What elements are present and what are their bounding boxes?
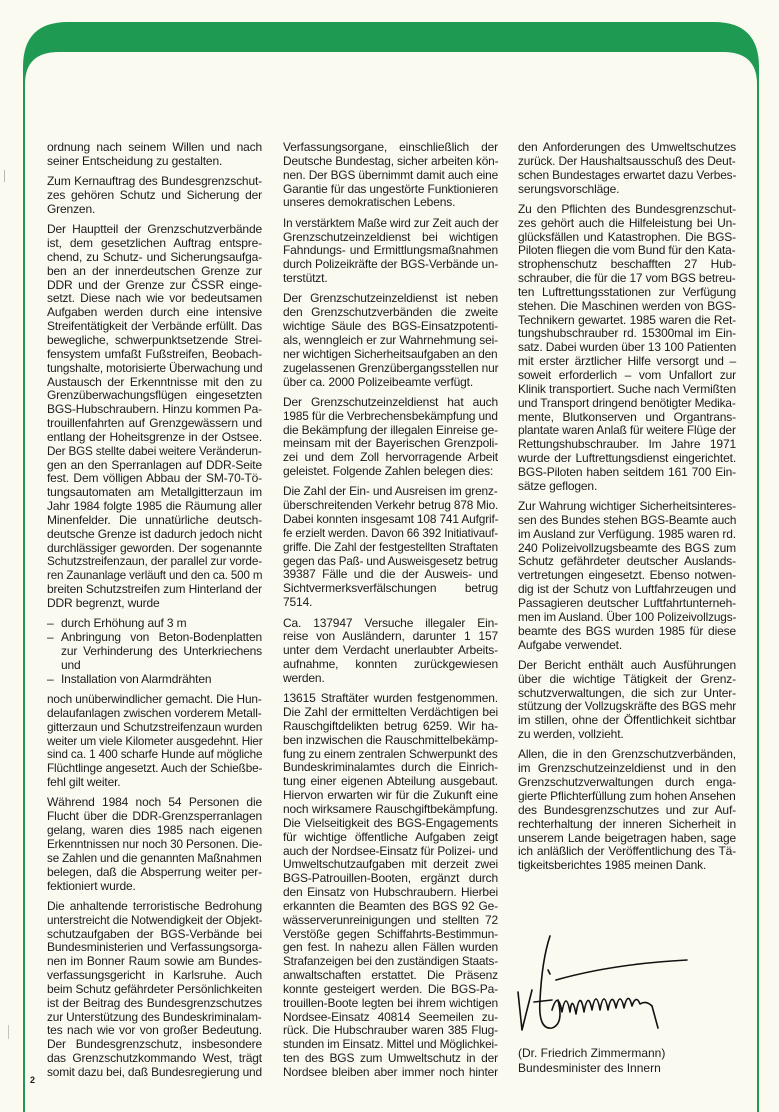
text-line: geleistet. Folgende Zahlen belegen dies: xyxy=(283,464,494,479)
text-line: im stillen, ohne der Öffentlichkeit sichtbar xyxy=(518,713,736,728)
text-line: als, wenngleich er zur Wahrnehmung sei- xyxy=(283,332,498,347)
text-line: satz. Dabei wurden über 13 100 Patienten xyxy=(518,340,737,355)
text-line: delaufanlagen zwischen vorderem Metall- xyxy=(47,705,262,720)
paragraph xyxy=(283,292,498,389)
text-line: bewegliche, schwerpunktsetzende Strei- xyxy=(47,332,262,347)
text-line: zei und dem Zoll hervorragende Arbeit xyxy=(283,450,498,465)
text-line: fektioniert wurde. xyxy=(47,878,136,893)
text-line: Zum Kernauftrag des Bundesgrenzschut- xyxy=(47,174,262,189)
text-line: strophenschutz beschafften 27 Hub- xyxy=(518,257,736,272)
bullet-list xyxy=(47,617,262,686)
text-line: Erkenntnissen nur noch 30 Personen. Die- xyxy=(47,837,263,851)
text-line: überschreitenden Verkehr betrug 878 Mio. xyxy=(283,498,499,513)
text-line: mit erster ärztlicher Hilfe versorgt und – xyxy=(518,354,736,369)
text-line: wichtige Säule des BGS-Einsatzpotenti- xyxy=(283,319,498,334)
paragraph xyxy=(518,659,736,742)
text-line: tungsautomaten am Metallgitterzaun im xyxy=(47,485,262,500)
text-line: Klinik transportiert. Suche nach Vermißten xyxy=(518,381,736,396)
text-line: für wichtige öffentliche Aufgaben zeigt xyxy=(283,829,498,844)
text-line: den Grenzschutzverbänden die zweite xyxy=(283,305,498,320)
text-line: zes gehören Schutz und Sicherung der xyxy=(47,188,262,203)
text-line: Rettungshubschrauber. Im Jahre 1971 xyxy=(518,437,736,452)
text-line: wässerverunreinigungen und stellten 72 xyxy=(283,912,498,927)
text-line: konnte gesteigert werden. Die BGS-Pa- xyxy=(283,981,498,996)
text-line: unter dem Verdacht unerlaubter Arbeits- xyxy=(283,643,498,658)
text-line: Zu den Pflichten des Bundesgrenzschut- xyxy=(518,201,736,216)
text-line: trouillen-Boote legten bei ihrem wichtigen xyxy=(283,995,498,1010)
text-column-right xyxy=(518,141,736,880)
text-line: Passagieren deutscher Luftfahrtunterneh- xyxy=(518,596,736,610)
text-line: ten Luftrettungsstationen zur Verfügung xyxy=(518,284,736,299)
text-line: Grenzschutzverwaltungen durch enga- xyxy=(518,775,736,790)
text-line: ben inzwischen die Rauschmittelbekämp- xyxy=(283,732,499,747)
text-column-left xyxy=(47,141,262,1086)
text-line: Deutsche Bundestag, sicher arbeiten kön- xyxy=(283,153,499,168)
text-line: zur Unterstützung des Bundeskriminalam- xyxy=(47,1009,262,1024)
text-line: anwaltschaften erstattet. Die Präsenz xyxy=(283,968,498,983)
text-line: Der Hauptteil der Grenzschutzverbände xyxy=(47,222,262,237)
paragraph xyxy=(518,500,736,652)
text-line: tigkeitsberichtes 1985 meinen Dank. xyxy=(518,858,707,873)
text-line: wurde der Luftrettungsdienst eingerichtet. xyxy=(518,451,736,466)
paragraph xyxy=(47,796,262,893)
text-line: gierte Pflichterfüllung zum hohen Ansehen xyxy=(518,788,736,803)
list-item xyxy=(47,673,262,687)
paragraph xyxy=(283,217,498,286)
text-line: Streifentätigkeit der Verbände erfüllt. Das xyxy=(47,319,262,334)
text-line: Schutzstreifenzaun, der parallel zur vorde- xyxy=(47,554,262,569)
text-line: aufnahme, konnten zurückgewiesen xyxy=(283,657,498,672)
text-line: trouillenfahrten auf Grenzgewässern und xyxy=(47,416,262,431)
text-line: Nordsee-Einsatz 40814 Seemeilen zu- xyxy=(283,1009,498,1024)
text-line: ordnung nach seinem Willen und nach xyxy=(47,140,262,154)
text-line: erkannten die Beamten des BGS 92 Ge- xyxy=(283,898,498,913)
text-line: setzt. Diese nach wie vor bedeutsamen xyxy=(47,291,262,306)
text-line: schen Bundestages erwartet dazu Verbes- xyxy=(518,167,737,182)
text-line: rück. Die Hubschrauber waren 385 Flug- xyxy=(283,1023,498,1038)
text-line: beamte des BGS wurden 1985 für diese xyxy=(518,623,736,638)
text-line: 13615 Straftäter wurden festgenommen. xyxy=(283,691,498,706)
text-line: entlang der Hoheitsgrenze in der Ostsee. xyxy=(47,429,262,444)
text-line: gegen das Paß- und Ausweisgesetz betrug xyxy=(283,553,498,568)
text-line: reise von Ausländern, darunter 1 157 xyxy=(283,629,498,644)
text-line: sen des Bundes stehen BGS-Beamte auch xyxy=(518,512,737,527)
text-line: somit dazu bei, daß Bundesregierung und xyxy=(47,1065,262,1079)
text-line: meinsam mit der Bayerischen Grenzpoli- xyxy=(283,436,498,451)
text-line: ten des BGS zum Umweltschutz in der xyxy=(283,1051,498,1066)
text-line: Die Vielseitigkeit des BGS-Engagements xyxy=(283,815,498,830)
text-line: gen an den Sperranlagen auf DDR-Seite xyxy=(47,457,262,472)
text-line: plantate waren Anlaß für weitere Flüge der xyxy=(518,423,736,438)
text-line: Installation von Alarmdrähten xyxy=(61,671,212,686)
text-line: sätze geflogen. xyxy=(518,478,598,493)
text-line: schutzaufgaben der BGS-Verbände bei xyxy=(47,926,262,941)
text-line: und Transport dringend benötigter Medika- xyxy=(518,395,736,410)
text-line: Umweltschutzaufgaben mit derzeit zwei xyxy=(283,857,498,872)
text-line: Bundeskriminalamtes durch die Einrich- xyxy=(283,760,498,775)
text-line: Jahr 1984 folgte 1985 die Räumung aller xyxy=(47,499,262,514)
paragraph xyxy=(47,900,262,1080)
text-line: den Einsatz von Hubschraubern. Hierbei xyxy=(283,885,498,900)
text-line: Grenzen. xyxy=(47,201,96,216)
text-line: Der Bundesgrenzschutz, insbesondere xyxy=(47,1037,262,1052)
scan-mark xyxy=(4,170,5,182)
text-line: das Grenzschutzkommando West, trägt xyxy=(47,1051,262,1066)
text-line: In verstärktem Maße wird zur Zeit auch der xyxy=(283,215,499,230)
text-line: Rauschgiftdelikten betrug 6259. Wir ha- xyxy=(283,718,498,733)
text-line: fest. Dem völligen Abbau der SM-70-Tö- xyxy=(47,471,262,486)
text-line: werden. xyxy=(283,670,325,685)
text-line: durch Erhöhung auf 3 m xyxy=(61,616,187,631)
text-line: schrauber, die für die 17 vom BGS betreu- xyxy=(518,271,736,286)
text-line: ich anläßlich der Veröffentlichung des Tä- xyxy=(518,844,736,859)
text-line: deutsche Grenze ist dadurch jedoch nicht xyxy=(47,526,262,541)
text-line: Allen, die in den Grenzschutzverbänden, xyxy=(518,747,736,762)
text-line: zugelassenen Grenzübergangsstellen nur xyxy=(283,360,499,375)
signatory-name: (Dr. Friedrich Zimmermann) xyxy=(518,1046,666,1060)
text-line: soweit erforderlich – vom Unfallort zur xyxy=(518,368,736,382)
text-line: serungsvorschläge. xyxy=(518,181,620,196)
signatory-title: Bundesminister des Innern xyxy=(518,1060,661,1075)
text-line: im Ausland zur Verfügung. 1985 waren rd. xyxy=(518,526,736,541)
text-line: BGS-Patrouillen-Booten, ergänzt durch xyxy=(283,871,498,886)
text-line: fung zu einem zentralen Schwerpunkt des xyxy=(283,746,498,761)
text-line: fehl gilt weiter. xyxy=(47,775,121,790)
dash-bullet-icon: – xyxy=(47,671,54,686)
text-line: auch der Nordsee-Einsatz für Polizei- und xyxy=(283,843,498,858)
text-line: unterstreicht die Notwendigkeit der Objekt- xyxy=(47,912,263,927)
text-line: stützung der Vollzugskräfte des BGS mehr xyxy=(518,699,737,714)
text-line: Garantie für das ungestörte Funktionieren xyxy=(283,181,498,196)
text-line: rechterhaltung der inneren Sicherheit in xyxy=(518,816,736,831)
text-line: dig ist der Schutz von Luftfahrzeugen und xyxy=(518,582,736,597)
text-line: glücksfällen und Katastrophen. Die BGS- xyxy=(518,229,736,244)
text-line: sind ca. 1 400 scharfe Hunde auf mögliche xyxy=(47,747,263,762)
text-line: tungshubschrauber rd. 15300mal im Ein- xyxy=(518,326,736,341)
text-line: mente, Blutkonserven und Organtrans- xyxy=(518,409,736,424)
text-line: DDR und der Grenze zur ČSSR einge- xyxy=(47,277,262,292)
text-line: BGS-Hubschraubern. Hinzu kommen Pa- xyxy=(47,402,262,417)
paragraph xyxy=(518,141,736,196)
paragraph xyxy=(283,485,498,610)
paragraph xyxy=(47,141,262,169)
text-line: Nordsee bleiben aber immer noch hinter xyxy=(283,1065,498,1079)
text-line: Aufgabe verwendet. xyxy=(518,637,623,652)
text-line: fe erzielt werden. Davon 66 392 Initiativauf- xyxy=(283,525,499,540)
text-line: Zur Wahrung wichtiger Sicherheitsinteres- xyxy=(518,499,736,514)
text-line: ren Zaunanlage verläuft und den ca. 500 m xyxy=(47,568,263,583)
paragraph xyxy=(518,203,736,494)
signatory-block xyxy=(518,1046,665,1075)
paragraph xyxy=(283,617,498,686)
text-line: BGS-Piloten haben seitdem 161 700 Ein- xyxy=(518,464,736,479)
signature-image xyxy=(512,930,702,1040)
text-line: die Bekämpfung der illegalen Einreise ge- xyxy=(283,422,498,437)
text-line: chend, zu Schutz- und Sicherungsaufga- xyxy=(47,249,262,264)
text-column-middle xyxy=(283,141,498,1086)
text-line: nen. Der BGS übernimmt damit auch eine xyxy=(283,167,499,182)
list-item xyxy=(47,617,262,631)
text-line: Grenzschutzeinzeldienst bei wichtigen xyxy=(283,229,498,244)
paragraph xyxy=(47,175,262,217)
text-line: Minenfelder. Die unnatürliche deutsch- xyxy=(47,512,262,527)
text-line: über ca. 2000 Polizeibeamte verfügt. xyxy=(283,374,474,389)
text-line: Der Bericht enthält auch Ausführungen xyxy=(518,657,736,672)
paragraph xyxy=(47,223,262,611)
text-line: tung einer eigenen Abteilung ausgebaut. xyxy=(283,774,498,789)
text-line: Anbringung von Beton-Bodenplatten xyxy=(61,630,262,645)
text-line: gitterzaun und Schutzstreifenzaun wurden xyxy=(47,719,263,734)
text-line: Ca. 137947 Versuche illegaler Ein- xyxy=(283,615,498,630)
text-line: durch Polizeikräfte der BGS-Verbände un- xyxy=(283,257,499,272)
text-line: fensystem umfaßt Fußstreifen, Beobach- xyxy=(47,346,262,361)
dash-bullet-icon: – xyxy=(47,616,54,631)
text-line: schutzverwaltungen, die sich zur Unter- xyxy=(518,685,736,700)
text-line: Verfassungsorgane, einschließlich der xyxy=(283,140,498,154)
text-line: ist der Beitrag des Bundesgrenzschutzes xyxy=(47,995,262,1010)
text-line: seiner Entscheidung zu gestalten. xyxy=(47,153,223,168)
text-line: tungshalte, motorisierte Überwachung und xyxy=(47,360,263,375)
paragraph xyxy=(518,748,736,873)
dash-bullet-icon: – xyxy=(47,630,54,645)
text-line: gen fest. In nahezu allen Fällen wurden xyxy=(283,940,498,955)
text-line: breiten Schutzstreifen zum Hinterland der xyxy=(47,582,262,597)
text-line: Die anhaltende terroristische Bedrohung xyxy=(47,898,262,913)
text-line: Flüchtlinge angesetzt. Auch der Schießbe- xyxy=(47,761,263,776)
text-line: griffe. Die Zahl der festgestellten Straftaten xyxy=(283,539,499,554)
text-line: und xyxy=(61,657,81,672)
text-line: nen im Bonner Raum sowie am Bundes- xyxy=(47,954,262,969)
text-line: noch unüberwindlicher gemacht. Die Hun- xyxy=(47,692,262,707)
text-line: Flucht über die DDR-Grenzsperranlagen xyxy=(47,809,262,824)
text-line: Strafanzeigen bei den zuständigen Staats- xyxy=(283,954,499,969)
paragraph xyxy=(283,141,498,210)
text-line: 240 Polizeivollzugsbeamte des BGS zum xyxy=(518,540,736,555)
text-line: durchlässiger geworden. Der sogenannte xyxy=(47,540,262,555)
text-line: zes gehört auch die Hilfeleistung bei Un- xyxy=(518,215,736,230)
text-line: ist, dem gesetzlichen Auftrag entspre- xyxy=(47,236,262,251)
text-line: Dabei konnten insgesamt 108 741 Aufgrif- xyxy=(283,512,499,527)
text-line: 39387 Fälle und die der Ausweis- und xyxy=(283,567,498,582)
text-line: Fahndungs- und Ermittlungsmaßnahmen xyxy=(283,243,498,258)
text-line: tes nach wie vor von großer Bedeutung. xyxy=(47,1023,262,1038)
text-line: Der Grenzschutzeinzeldienst ist neben xyxy=(283,291,498,306)
text-line: Schutz gefährdeter deutscher Auslands- xyxy=(518,554,736,569)
text-line: verfassungsgericht in Karlsruhe. Auch xyxy=(47,968,262,983)
paragraph xyxy=(283,692,498,1080)
text-line: stehen. Die Maschinen werden von BGS- xyxy=(518,298,736,313)
list-item xyxy=(47,631,262,673)
text-line: beim Schutz gefährdeter Persönlichkeiten xyxy=(47,981,263,996)
text-line: Bundesministerien und Verfassungsorga- xyxy=(47,940,262,955)
text-line: vertretungen eingesetzt. Ebenso notwen- xyxy=(518,568,736,583)
text-line: Aufgaben werden durch eine intensive xyxy=(47,305,262,320)
text-line: Die Zahl der ermittelten Verdächtigen bei xyxy=(283,705,498,720)
text-line: ner wichtigen Sicherheitsaufgaben an den xyxy=(283,346,498,361)
text-line: Piloten fliegen die vom Bund für den Kata- xyxy=(518,243,736,258)
text-line: stunden im Einsatz. Mittel und Möglichkei- xyxy=(283,1037,498,1052)
text-line: gelang, waren dies 1985 nach eigenen xyxy=(47,823,262,838)
paragraph xyxy=(283,396,498,479)
text-line: se Zahlen und die genannten Maßnahmen xyxy=(47,850,262,865)
text-line: zu werden, vollzieht. xyxy=(518,727,624,742)
text-line: noch wirksamere Rauschgiftbekämpfung. xyxy=(283,801,498,816)
text-line: men im Ausland. Über 100 Polizeivollzugs- xyxy=(518,609,737,624)
text-line: DDR begrenzt, wurde xyxy=(47,596,160,610)
page-number: 2 xyxy=(30,1075,36,1085)
text-line: im Grenzschutzeinzeldienst und in den xyxy=(518,761,736,776)
text-line: weiter um viele Kilometer ausgedehnt. Hier xyxy=(47,733,263,748)
text-line: Die Zahl der Ein- und Ausreisen im grenz- xyxy=(283,484,498,499)
text-line: unseres demokratischen Lebens. xyxy=(283,195,456,210)
text-line: zurück. Der Haushaltsausschuß des Deut- xyxy=(518,153,736,168)
text-line: 7514. xyxy=(283,595,313,610)
text-line: zur Verhinderung des Unterkriechens xyxy=(61,644,262,659)
text-line: 1985 für die Verbrechensbekämpfung und xyxy=(283,408,498,423)
text-line: des Bundesgrenzschutzes und zur Auf- xyxy=(518,802,736,817)
text-line: Grenzüberwachungsflügen eingesetzten xyxy=(47,388,262,403)
text-line: Technikern gewartet. 1985 waren die Ret- xyxy=(518,312,736,327)
text-line: Der BGS stellte dabei weitere Veränderun- xyxy=(47,443,262,458)
text-line: ben an der innerdeutschen Grenze zur xyxy=(47,263,262,278)
text-line: Während 1984 noch 54 Personen die xyxy=(47,795,262,810)
paragraph xyxy=(47,693,262,790)
text-line: terstützt. xyxy=(283,271,328,286)
text-line: Hiervon erwarten wir für die Zukunft eine xyxy=(283,788,498,803)
text-line: unserem Lande beigetragen haben, sage xyxy=(518,830,736,845)
text-line: Sichtvermerksverfälschungen betrug xyxy=(283,581,498,596)
text-line: über die wichtige Tätigkeit der Grenz- xyxy=(518,671,736,686)
text-line: den Anforderungen des Umweltschutzes xyxy=(518,140,736,154)
text-line: Verstöße gegen Schiffahrts-Bestimmun- xyxy=(283,926,498,941)
text-line: belegen, daß die Absperrung weiter per- xyxy=(47,864,262,879)
text-line: Austausch der Erkenntnisse mit den zu xyxy=(47,374,262,389)
text-line: Der Grenzschutzeinzeldienst hat auch xyxy=(283,394,498,409)
scan-mark xyxy=(8,1025,9,1039)
